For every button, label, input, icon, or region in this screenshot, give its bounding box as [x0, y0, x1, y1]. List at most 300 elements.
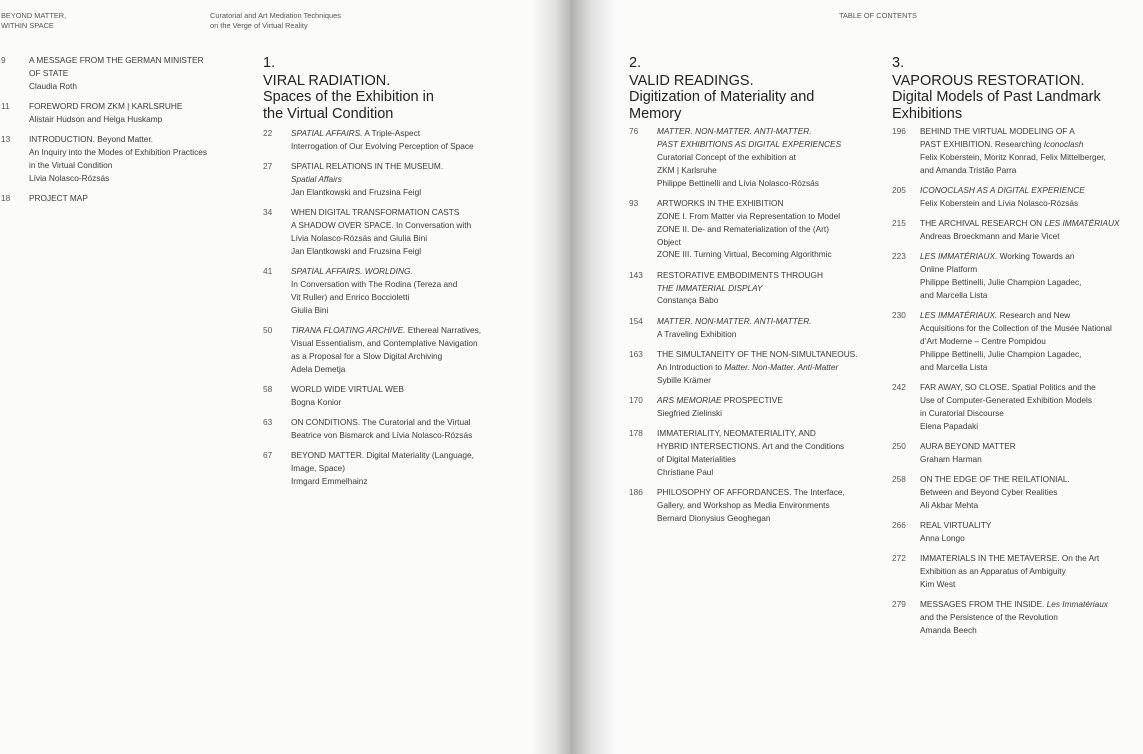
- text-segment: and the Persistence of the Revolution: [920, 611, 1058, 622]
- text-segment: Ethereal Narratives,: [405, 324, 482, 335]
- toc-entry: [629, 315, 884, 341]
- section-number: 1.: [263, 55, 276, 71]
- section-number: 3.: [892, 55, 905, 71]
- entry-line: [291, 350, 543, 363]
- text-segment: Adela Demetja: [291, 363, 346, 374]
- italic-text: MATTER. NON-MATTER. ANTI-MATTER.: [657, 315, 812, 326]
- entry-line: [657, 248, 884, 261]
- entry-line: [657, 315, 884, 328]
- entry-line: [291, 173, 543, 186]
- section-subtitle: Digital Models of Past Landmark Exhibitions: [892, 89, 1101, 122]
- text-segment: ON THE EDGE OF THE REILATIONIAL.: [920, 473, 1070, 484]
- entry-line: [657, 361, 884, 374]
- entry-line: [920, 164, 1142, 177]
- text-segment: IMMATERIALS IN THE METAVERSE. On the Art: [920, 553, 1100, 564]
- entry-line: [657, 394, 884, 407]
- text-segment: PAST EXHIBITION. Researching: [920, 138, 1044, 149]
- text-segment: Alistair Hudson and Helga Huskamp: [29, 113, 163, 124]
- entry-line: [657, 453, 884, 466]
- text-segment: Andreas Broeckmann and Marie Vicet: [920, 230, 1060, 241]
- text-segment: SPATIAL RELATIONS IN THE MUSEUM.: [291, 161, 444, 172]
- entry-text: [291, 127, 543, 153]
- entry-line: [29, 80, 246, 93]
- italic-text: ICONOCLASH AS A DIGITAL EXPERIENCE: [920, 184, 1085, 195]
- text-segment: WHEN DIGITAL TRANSFORMATION CASTS: [291, 207, 460, 218]
- entry-line: [291, 416, 543, 429]
- toc-entry: [1, 192, 246, 205]
- section-2-entries: [629, 125, 884, 532]
- text-segment: OF STATE: [29, 67, 69, 78]
- entry-line: [920, 624, 1142, 637]
- entry-line: [657, 440, 884, 453]
- page-number: 279: [892, 599, 906, 610]
- entry-line: [291, 383, 543, 396]
- text-segment: REAL VIRTUALITY: [920, 519, 992, 530]
- entry-line: [657, 197, 884, 210]
- toc-entry: [629, 269, 884, 308]
- page-number: 170: [629, 394, 643, 405]
- entry-text: [29, 54, 246, 93]
- text-segment: FOREWORD FROM ZKM | KARLSRUHE: [29, 101, 183, 112]
- text-segment: Amanda Beech: [920, 624, 977, 635]
- toc-entry: [892, 473, 1142, 512]
- entry-line: [657, 177, 884, 190]
- page-number: 18: [1, 193, 11, 204]
- page-number: 272: [892, 553, 906, 564]
- italic-text: ARS MEMORIAE: [657, 394, 722, 405]
- text-segment: Siegfried Zielinski: [657, 407, 723, 418]
- entry-line: [657, 294, 884, 307]
- text-segment: Lívia Nolasco-Rózsás and Giulia Bini: [291, 232, 428, 243]
- page-number: 178: [629, 427, 643, 438]
- entry-line: [920, 197, 1142, 210]
- toc-entry: [263, 127, 543, 153]
- toc-entry: [629, 427, 884, 479]
- page-number: 186: [629, 486, 643, 497]
- entry-line: [920, 184, 1142, 197]
- toc-entry: [263, 449, 543, 488]
- text-segment: Research and New: [997, 310, 1071, 321]
- toc-entry: [892, 125, 1142, 177]
- entry-line: [291, 140, 543, 153]
- entry-text: [657, 394, 884, 420]
- text-segment: A Traveling Exhibition: [657, 328, 737, 339]
- toc-entry: [629, 125, 884, 190]
- section-title: VAPOROUS RESTORATION.: [892, 72, 1085, 89]
- entry-line: [920, 217, 1142, 230]
- italic-text: SPATIAL AFFAIRS. WORLDING.: [291, 266, 413, 277]
- entry-line: [291, 429, 543, 442]
- toc-entry: [629, 486, 884, 525]
- text-segment: BEHIND THE VIRTUAL MODELING OF A: [920, 126, 1075, 136]
- entry-line: [657, 125, 884, 138]
- text-segment: THE SIMULTANEITY OF THE NON-SIMULTANEOUS.: [657, 348, 858, 359]
- left-page: [0, 0, 571, 754]
- italic-text: LES IMMATÉRIAUX.: [920, 310, 998, 321]
- text-segment: Felix Koberstein and Lívia Nolasco-Rózsás: [920, 197, 1079, 208]
- text-segment: PHILOSOPHY OF AFFORDANCES. The Interface,: [657, 486, 845, 497]
- entry-text: [920, 598, 1142, 637]
- entry-line: [657, 499, 884, 512]
- toc-entry: [892, 440, 1142, 466]
- entry-line: [291, 232, 543, 245]
- entry-line: [291, 127, 543, 140]
- front-matter-list: [1, 54, 246, 212]
- text-segment: and Amanda Tristão Parra: [920, 164, 1017, 175]
- entry-line: [657, 512, 884, 525]
- entry-line: [920, 151, 1142, 164]
- entry-line: [920, 565, 1142, 578]
- italic-text: Iconoclash: [1043, 138, 1084, 149]
- toc-entry: [263, 324, 543, 376]
- right-page: [571, 0, 1143, 754]
- text-segment: as a Proposal for a Slow Digital Archiving: [291, 350, 443, 361]
- entry-text: [657, 197, 884, 262]
- entry-text: [920, 519, 1142, 545]
- entry-line: [291, 396, 543, 409]
- entry-line: [29, 172, 246, 185]
- page-number: 22: [263, 128, 273, 138]
- text-segment: Acquisitions for the Collection of the Musée National: [920, 322, 1112, 333]
- text-segment: Bernard Dionysius Geoghegan: [657, 512, 771, 523]
- entry-line: [291, 291, 543, 304]
- entry-text: [920, 217, 1142, 243]
- section-3-entries: [892, 125, 1142, 644]
- italic-text: Spatial Affairs: [291, 174, 342, 185]
- entry-line: [657, 407, 884, 420]
- section-1: [263, 55, 543, 122]
- page-number: 258: [892, 473, 906, 484]
- section-1-entries: [263, 127, 543, 495]
- book-gutter-shadow: [531, 0, 571, 754]
- page-number: 163: [629, 348, 643, 359]
- entry-line: [920, 348, 1142, 361]
- page-number: 93: [629, 197, 639, 208]
- page-number: 27: [263, 161, 273, 172]
- entry-line: [920, 407, 1142, 420]
- toc-entry: [629, 348, 884, 387]
- toc-entry: [892, 519, 1142, 545]
- entry-line: [657, 269, 884, 282]
- entry-text: [920, 125, 1142, 177]
- text-segment: Philippe Bettinelli and Lívia Nolasco-Rózsás: [657, 177, 819, 188]
- entry-line: [920, 486, 1142, 499]
- italic-text: MATTER. NON-MATTER. ANTI-MATTER.: [657, 126, 812, 136]
- text-segment: Use of Computer-Generated Exhibition Models: [920, 394, 1093, 405]
- text-segment: Elena Papadaki: [920, 420, 979, 431]
- text-segment: INTRODUCTION. Beyond Matter.: [29, 134, 154, 145]
- toc-entry: [629, 394, 884, 420]
- entry-line: [920, 499, 1142, 512]
- page-number: 9: [1, 55, 6, 65]
- toc-entry: [263, 383, 543, 409]
- text-segment: Online Platform: [920, 264, 978, 275]
- entry-text: [657, 486, 884, 525]
- entry-line: [29, 146, 246, 159]
- entry-line: [657, 151, 884, 164]
- entry-line: [657, 282, 884, 295]
- running-head: TABLE OF CONTENTS: [839, 11, 917, 20]
- page-number: 67: [263, 450, 273, 461]
- text-segment: Ali Akbar Mehta: [920, 499, 979, 510]
- text-segment: Gallery, and Workshop as Media Environments: [657, 499, 830, 510]
- page-number: 11: [1, 101, 10, 112]
- entry-line: [657, 348, 884, 361]
- text-segment: Beatrice von Bismarck and Lívia Nolasco-Rózsás: [291, 429, 473, 440]
- text-segment: MESSAGES FROM THE INSIDE.: [920, 599, 1047, 610]
- text-segment: Constança Babo: [657, 295, 719, 306]
- toc-entry: [629, 197, 884, 262]
- text-segment: IMMATERIALITY, NEOMATERIALITY, AND: [657, 427, 816, 438]
- text-segment: Between and Beyond Cyber Realities: [920, 486, 1058, 497]
- text-segment: Philippe Bettinelli, Julie Champion Lagadec,: [920, 276, 1082, 287]
- entry-text: [920, 184, 1142, 210]
- text-segment: A Triple-Aspect: [362, 128, 421, 138]
- text-segment: Jan Elantkowski and Fruzsina Feigl: [291, 245, 422, 256]
- entry-line: [920, 361, 1142, 374]
- text-segment: Exhibition as an Apparatus of Ambiguity: [920, 565, 1066, 576]
- entry-line: [920, 335, 1142, 348]
- text-segment: ZONE I. From Matter via Representation to Model: [657, 210, 841, 221]
- page-number: 154: [629, 315, 643, 326]
- entry-line: [291, 304, 543, 317]
- entry-text: [29, 100, 246, 126]
- text-segment: Visual Essentialism, and Contemplative Navigation: [291, 337, 478, 348]
- entry-line: [920, 519, 1142, 532]
- page-number: 34: [263, 207, 273, 218]
- text-segment: Sybille Krämer: [657, 374, 711, 385]
- text-segment: ZONE III. Turning Virtual, Becoming Algorithmic: [657, 249, 832, 260]
- entry-line: [657, 210, 884, 223]
- entry-line: [920, 322, 1142, 335]
- page-number: 41: [263, 266, 273, 277]
- entry-line: [920, 394, 1142, 407]
- text-segment: Irmgard Emmelhainz: [291, 475, 368, 486]
- entry-line: [291, 337, 543, 350]
- text-segment: BEYOND MATTER. Digital Materiality (Language,: [291, 450, 474, 461]
- entry-line: [291, 462, 543, 475]
- entry-line: [920, 578, 1142, 591]
- entry-line: [291, 324, 543, 337]
- entry-text: [291, 416, 543, 442]
- entry-line: [920, 276, 1142, 289]
- entry-line: [291, 186, 543, 199]
- entry-line: [920, 440, 1142, 453]
- entry-line: [657, 486, 884, 499]
- entry-line: [920, 309, 1142, 322]
- entry-text: [920, 440, 1142, 466]
- entry-text: [920, 309, 1142, 374]
- page-number: 230: [892, 310, 906, 321]
- entry-line: [29, 192, 246, 205]
- text-segment: Christiane Paul: [657, 466, 714, 477]
- text-segment: Interrogation of Our Evolving Perception of Space: [291, 140, 474, 151]
- text-segment: RESTORATIVE EMBODIMENTS THROUGH: [657, 269, 823, 280]
- entry-line: [920, 138, 1142, 151]
- toc-entry: [892, 598, 1142, 637]
- entry-text: [920, 381, 1142, 433]
- text-segment: and Marcella Lista: [920, 289, 988, 300]
- text-segment: d’Art Moderne – Centre Pompidou: [920, 335, 1046, 346]
- text-segment: PROSPECTIVE: [721, 394, 783, 405]
- text-segment: A SHADOW OVER SPACE. In Conversation with: [291, 220, 472, 231]
- section-number: 2.: [629, 55, 642, 71]
- toc-entry: [892, 552, 1142, 591]
- page-number: 242: [892, 381, 906, 392]
- toc-entry: [892, 250, 1142, 302]
- entry-line: [657, 164, 884, 177]
- page-number: 58: [263, 383, 273, 394]
- page-number: 63: [263, 417, 273, 427]
- text-segment: HYBRID INTERSECTIONS. Art and the Conditions: [657, 440, 845, 451]
- entry-line: [920, 473, 1142, 486]
- entry-line: [657, 138, 884, 151]
- text-segment: Jan Elantkowski and Fruzsina Feigl: [291, 186, 422, 197]
- entry-line: [291, 475, 543, 488]
- entry-line: [657, 466, 884, 479]
- text-segment: ON CONDITIONS. The Curatorial and the Virtual: [291, 417, 471, 427]
- entry-line: [920, 552, 1142, 565]
- text-segment: AURA BEYOND MATTER: [920, 440, 1016, 451]
- toc-entry: [892, 184, 1142, 210]
- page-number: 205: [892, 184, 906, 195]
- section-title: VALID READINGS.: [629, 72, 754, 89]
- entry-text: [291, 265, 543, 317]
- text-segment: PROJECT MAP: [29, 193, 88, 204]
- entry-text: [291, 449, 543, 488]
- entry-text: [920, 250, 1142, 302]
- toc-entry: [263, 206, 543, 258]
- entry-line: [29, 54, 246, 67]
- entry-text: [29, 133, 246, 185]
- toc-entry: [1, 133, 246, 185]
- book-gutter-shadow: [571, 0, 617, 754]
- entry-text: [291, 160, 543, 199]
- text-segment: Vit Ruller) and Enrico Boccioletti: [291, 291, 410, 302]
- italic-text: THE IMMATERIAL DISPLAY: [657, 282, 763, 293]
- toc-entry: [263, 265, 543, 317]
- text-segment: WORLD WIDE VIRTUAL WEB: [291, 383, 404, 394]
- text-segment: An Inquiry into the Modes of Exhibition Practices: [29, 147, 208, 158]
- entry-line: [920, 263, 1142, 276]
- text-segment: ZKM | Karlsruhe: [657, 164, 717, 175]
- book-title: BEYOND MATTER, WITHIN SPACE: [1, 11, 67, 30]
- toc-entry: [1, 100, 246, 126]
- text-segment: Working Towards an: [997, 251, 1075, 262]
- entry-line: [920, 453, 1142, 466]
- entry-line: [920, 420, 1142, 433]
- entry-text: [920, 552, 1142, 591]
- italic-text: Matter. Non-Matter. Anti-Matter: [724, 361, 839, 372]
- text-segment: ZONE II. De- and Rematerialization of the (Art): [657, 223, 829, 234]
- entry-line: [657, 328, 884, 341]
- entry-text: [291, 324, 543, 376]
- text-segment: Object: [657, 236, 681, 247]
- text-segment: Claudia Roth: [29, 80, 77, 91]
- toc-entry: [892, 309, 1142, 374]
- entry-line: [291, 245, 543, 258]
- text-segment: of Digital Materialities: [657, 453, 736, 464]
- italic-text: LES IMMATÉRIAUX.: [920, 251, 998, 262]
- page-number: 13: [1, 134, 11, 145]
- text-segment: ARTWORKS IN THE EXHIBITION: [657, 197, 784, 208]
- text-segment: Curatorial Concept of the exhibition at: [657, 151, 796, 162]
- entry-line: [920, 381, 1142, 394]
- entry-line: [291, 219, 543, 232]
- entry-line: [291, 206, 543, 219]
- entry-text: [657, 348, 884, 387]
- entry-line: [291, 363, 543, 376]
- page-number: 223: [892, 251, 906, 262]
- italic-text: LES IMMATÉRIAUX: [1044, 218, 1120, 229]
- text-segment: THE ARCHIVAL RESEARCH ON: [920, 218, 1045, 229]
- entry-line: [29, 133, 246, 146]
- section-2: [629, 55, 879, 122]
- entry-line: [291, 278, 543, 291]
- entry-text: [291, 206, 543, 258]
- entry-line: [657, 374, 884, 387]
- toc-entry: [263, 416, 543, 442]
- toc-entry: [1, 54, 246, 93]
- entry-text: [657, 269, 884, 308]
- entry-line: [920, 611, 1142, 624]
- entry-line: [291, 160, 543, 173]
- text-segment: Kim West: [920, 578, 956, 589]
- entry-line: [920, 532, 1142, 545]
- entry-line: [920, 250, 1142, 263]
- text-segment: FAR AWAY, SO CLOSE. Spatial Politics and the: [920, 381, 1096, 392]
- page-number: 215: [892, 218, 906, 229]
- text-segment: Giulia Bini: [291, 304, 329, 315]
- text-segment: Philippe Bettinelli, Julie Champion Lagadec,: [920, 348, 1082, 359]
- entry-text: [29, 192, 246, 205]
- italic-text: TIRANA FLOATING ARCHIVE.: [291, 324, 406, 335]
- text-segment: In Conversation with The Rodina (Tereza and: [291, 278, 458, 289]
- text-segment: A MESSAGE FROM THE GERMAN MINISTER: [29, 55, 204, 65]
- page-number: 250: [892, 440, 906, 451]
- page-number: 196: [892, 126, 906, 136]
- entry-line: [29, 113, 246, 126]
- text-segment: Lívia Nolasco-Rózsás: [29, 172, 110, 183]
- italic-text: PAST EXHIBITIONS AS DIGITAL EXPERIENCES: [657, 138, 842, 149]
- entry-line: [920, 230, 1142, 243]
- entry-line: [920, 125, 1142, 138]
- text-segment: Felix Koberstein, Moritz Konrad, Felix Mittelberger,: [920, 151, 1106, 162]
- text-segment: in the Virtual Condition: [29, 159, 113, 170]
- text-segment: Bogna Konior: [291, 396, 342, 407]
- entry-line: [29, 100, 246, 113]
- entry-text: [657, 315, 884, 341]
- section-subtitle: Digitization of Materiality and Memory: [629, 89, 815, 122]
- entry-text: [657, 427, 884, 479]
- entry-line: [291, 265, 543, 278]
- entry-line: [291, 449, 543, 462]
- entry-line: [657, 427, 884, 440]
- text-segment: and Marcella Lista: [920, 361, 988, 372]
- entry-text: [920, 473, 1142, 512]
- italic-text: SPATIAL AFFAIRS.: [291, 128, 363, 138]
- section-title: VIRAL RADIATION.: [263, 72, 391, 89]
- page-number: 50: [263, 324, 273, 335]
- text-segment: Anna Longo: [920, 532, 965, 543]
- section-subtitle: Spaces of the Exhibition in the Virtual Condition: [263, 89, 434, 122]
- book-subtitle: Curatorial and Art Mediation Techniques on the Verge of Virtual Reality: [210, 11, 341, 30]
- entry-text: [291, 383, 543, 409]
- entry-line: [657, 223, 884, 236]
- entry-line: [29, 67, 246, 80]
- page-number: 266: [892, 519, 906, 530]
- toc-entry: [263, 160, 543, 199]
